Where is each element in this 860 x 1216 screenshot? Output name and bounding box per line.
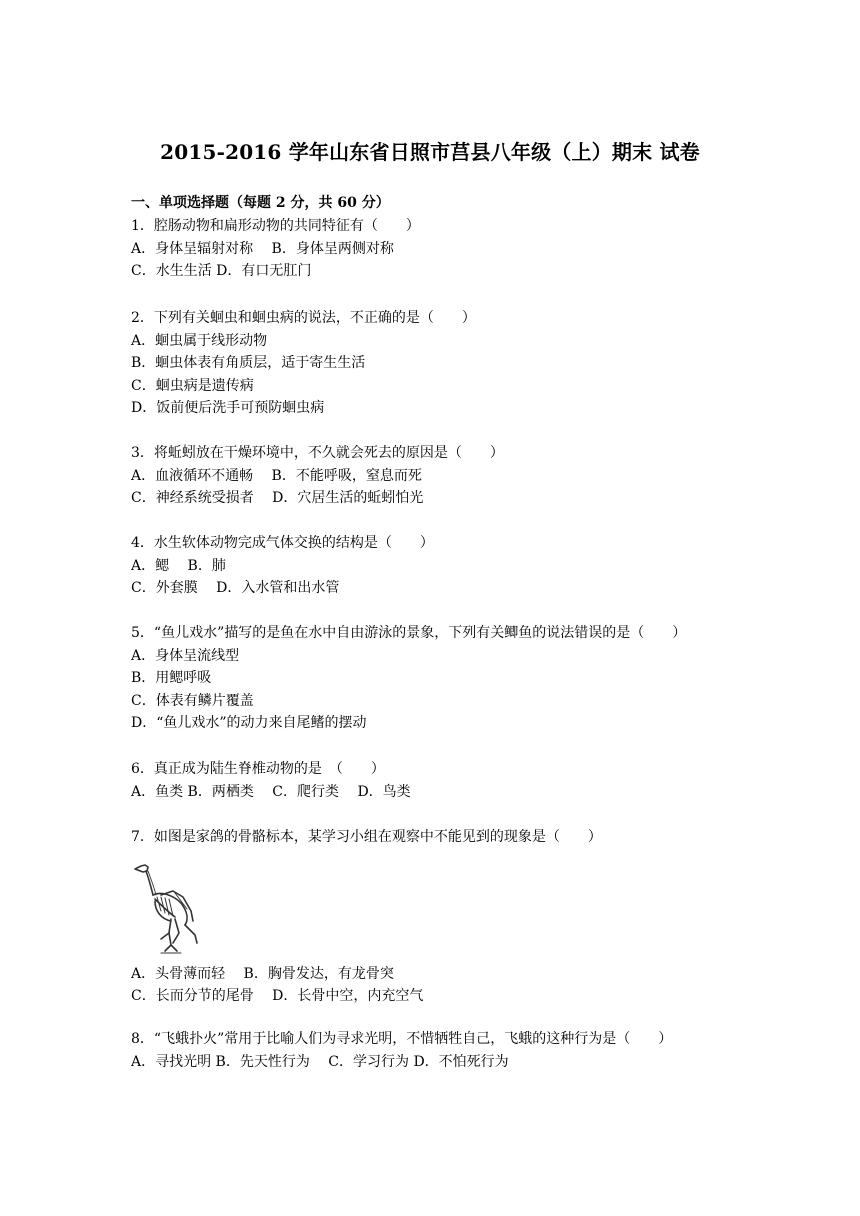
question-5 [131,622,771,735]
page-title: 2015-2016 学年山东省日照市莒县八年级（上）期末 试卷 [160,140,700,164]
question-8 [131,1028,771,1073]
question-stem: 7．如图是家鸽的骨骼标本，某学习小组在观察中不能见到的现象是（ ） [131,829,602,845]
question-stem: 6．真正成为陆生脊椎动物的是 （ ） [131,761,385,777]
option-line: D．饭前便后洗手可预防蛔虫病 [131,400,325,416]
option-line: A．蛔虫属于线形动物 [131,332,268,349]
option-line: C．外套膜 D．入水管和出水管 [131,580,340,596]
option-line: A．头骨薄而轻 B．胸骨发达，有龙骨突 [131,965,394,982]
option-line: A．血液循环不通畅 B．不能呼吸，窒息而死 [131,467,422,484]
option-line: B．蛔虫体表有角质层，适于寄生生活 [131,355,366,371]
question-4 [131,532,751,600]
question-stem: 5．“鱼儿戏水”描写的是鱼在水中自由游泳的景象，下列有关鲫鱼的说法错误的是（ ） [131,625,687,641]
option-line: C．蛔虫病是遗传病 [131,377,254,394]
option-line: A．身体呈辐射对称 B．身体呈两侧对称 [131,240,394,257]
question-stem: 8．“飞蛾扑火”常用于比喻人们为寻求光明，不惜牺牲自己，飞蛾的这种行为是（ ） [131,1031,673,1047]
section-heading: 一、单项选择题（每题 2 分，共 60 分） [131,195,390,211]
question-3 [131,442,751,510]
option-line: C．神经系统受损者 D．穴居生活的蚯蚓怕光 [131,490,424,506]
option-line: D．“鱼儿戏水”的动力来自尾鳍的摆动 [131,715,367,731]
question-2 [131,307,751,420]
question-stem: 1．腔肠动物和扁形动物的共同特征有（ ） [131,218,420,234]
pigeon-skeleton-icon [131,853,201,957]
option-line: C．水生生活 D．有口无肛门 [131,263,312,279]
question-1 [131,215,751,283]
option-line: A．鱼类 B．两栖类 C．爬行类 D．鸟类 [131,783,411,800]
question-stem: 4．水生软体动物完成气体交换的结构是（ ） [131,535,434,551]
option-line: A．身体呈流线型 [131,647,240,664]
question-stem: 2．下列有关蛔虫和蛔虫病的说法，不正确的是（ ） [131,310,476,326]
question-stem: 3．将蚯蚓放在干燥环境中，不久就会死去的原因是（ ） [131,445,504,461]
pigeon-skeleton-figure [131,853,201,957]
option-line: C．长而分节的尾骨 D．长骨中空，内充空气 [131,988,424,1004]
option-line: A．寻找光明 B．先天性行为 C．学习行为 D．不怕死行为 [131,1053,509,1070]
question-6 [131,758,751,803]
option-line: C．体表有鳞片覆盖 [131,692,254,709]
option-line: A．鳃 B．肺 [131,557,226,574]
option-line: B．用鳃呼吸 [131,670,212,686]
question-7 [131,826,751,1008]
